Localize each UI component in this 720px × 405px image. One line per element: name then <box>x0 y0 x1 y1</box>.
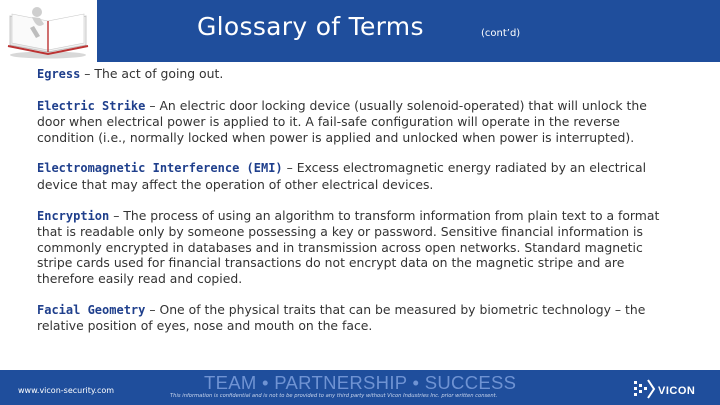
glossary-definition: – The act of going out. <box>80 66 224 81</box>
glossary-entry <box>37 98 677 146</box>
footer-url-link[interactable]: www.vicon-security.com <box>18 386 115 395</box>
glossary-entry <box>37 160 677 192</box>
vicon-logo-icon <box>632 378 656 400</box>
open-book-icon <box>4 2 92 60</box>
glossary-definition: – One of the physical traits that can be measured by biometric technology – the relative position of eyes, nose and mouth on the face. <box>37 301 646 334</box>
footer-tagline: TEAM • PARTNERSHIP • SUCCESS <box>204 372 517 393</box>
glossary-term: Encryption <box>37 208 110 223</box>
glossary-term: Facial Geometry <box>37 302 146 317</box>
page-title: Glossary of Terms <box>197 12 424 41</box>
glossary-entry <box>37 66 677 83</box>
footer-brand: VICON <box>658 385 696 397</box>
glossary-term: Electric Strike <box>37 98 146 113</box>
glossary-term: Electromagnetic Interference (EMI) <box>37 161 283 176</box>
glossary-entry <box>37 302 677 334</box>
glossary-term: Egress <box>37 67 81 81</box>
footer-disclaimer: This information is confidential and is not to be provided to any third party without Vicon Industries Inc. prior written consent. <box>170 393 498 399</box>
glossary-entry <box>37 208 677 287</box>
glossary-definition: – An electric door locking device (usually solenoid-operated) that will unlock the door when electrical power is applied to it. A fail-safe configuration will operate in the reverse condition (i.e., normally locked when power is applied and unlocked when power is interrupted). <box>37 97 647 145</box>
page-subtitle: (cont’d) <box>481 28 521 39</box>
glossary-definition: – Excess electromagnetic energy radiated by an electrical device that may affect the operation of other electrical devices. <box>37 160 647 192</box>
glossary-content <box>37 66 677 349</box>
glossary-definition: – The process of using an algorithm to transform information from plain text to a format that is readable only by someone possessing a key or password. Sensitive financial information is commonly encrypted in databases and in transmission across open networks. Standard magnetic stripe cards used for financial transactions do not encrypt data on the magnetic stripe and are therefore easily read and copied. <box>37 207 660 286</box>
header-logo <box>0 0 97 62</box>
